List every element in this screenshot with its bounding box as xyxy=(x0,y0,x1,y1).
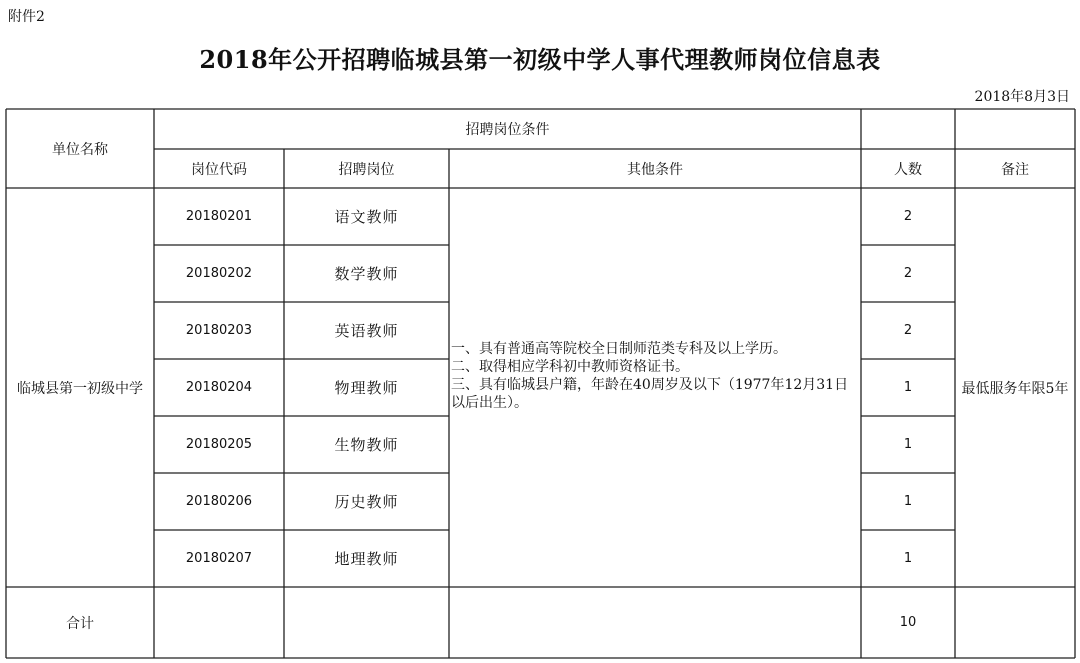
row-5-position: 生物教师 xyxy=(334,436,399,454)
attachment-label: 附件2 xyxy=(8,9,45,25)
header-remarks: 备注 xyxy=(1001,161,1029,178)
condition-1: 一、具有普通高等院校全日制师范类专科及以上学历。 xyxy=(451,341,787,357)
total-count: 10 xyxy=(899,615,917,630)
condition-3: 三、具有临城县户籍，年龄在40周岁及以下（1977年12月31日以后出生）。 xyxy=(451,377,849,411)
row-1-code: 20180201 xyxy=(185,209,253,224)
row-3-count: 2 xyxy=(903,323,913,338)
row-5-count: 1 xyxy=(903,437,913,452)
document-date: 2018年8月3日 xyxy=(974,89,1070,105)
header-conditions-group: 招聘岗位条件 xyxy=(465,122,550,138)
row-7-code: 20180207 xyxy=(185,551,253,566)
unit-name-cell: 临城县第一初级中学 xyxy=(17,380,143,397)
other-conditions-text xyxy=(451,340,859,412)
row-6-count: 1 xyxy=(903,494,913,509)
row-3-code: 20180203 xyxy=(185,323,253,338)
header-other-conditions: 其他条件 xyxy=(627,161,683,178)
row-4-position: 物理教师 xyxy=(334,379,399,397)
row-2-count: 2 xyxy=(903,266,913,281)
condition-2: 二、取得相应学科初中教师资格证书。 xyxy=(451,359,689,375)
header-unit-name: 单位名称 xyxy=(52,141,108,158)
row-1-position: 语文教师 xyxy=(334,208,399,226)
row-6-position: 历史教师 xyxy=(334,493,399,511)
header-position-code: 岗位代码 xyxy=(191,161,247,178)
row-1-count: 2 xyxy=(903,209,913,224)
header-position: 招聘岗位 xyxy=(338,161,395,178)
page-title: 2018年公开招聘临城县第一初级中学人事代理教师岗位信息表 xyxy=(199,45,881,74)
row-4-count: 1 xyxy=(903,380,913,395)
row-6-code: 20180206 xyxy=(185,494,253,509)
row-4-code: 20180204 xyxy=(185,380,253,395)
row-2-position: 数学教师 xyxy=(334,265,399,283)
row-5-code: 20180205 xyxy=(185,437,253,452)
row-7-position: 地理教师 xyxy=(334,550,399,568)
total-label: 合计 xyxy=(66,615,94,632)
header-count: 人数 xyxy=(894,161,922,178)
row-3-position: 英语教师 xyxy=(334,322,399,340)
row-7-count: 1 xyxy=(903,551,913,566)
row-2-code: 20180202 xyxy=(185,266,253,281)
remarks-cell: 最低服务年限5年 xyxy=(961,380,1069,397)
